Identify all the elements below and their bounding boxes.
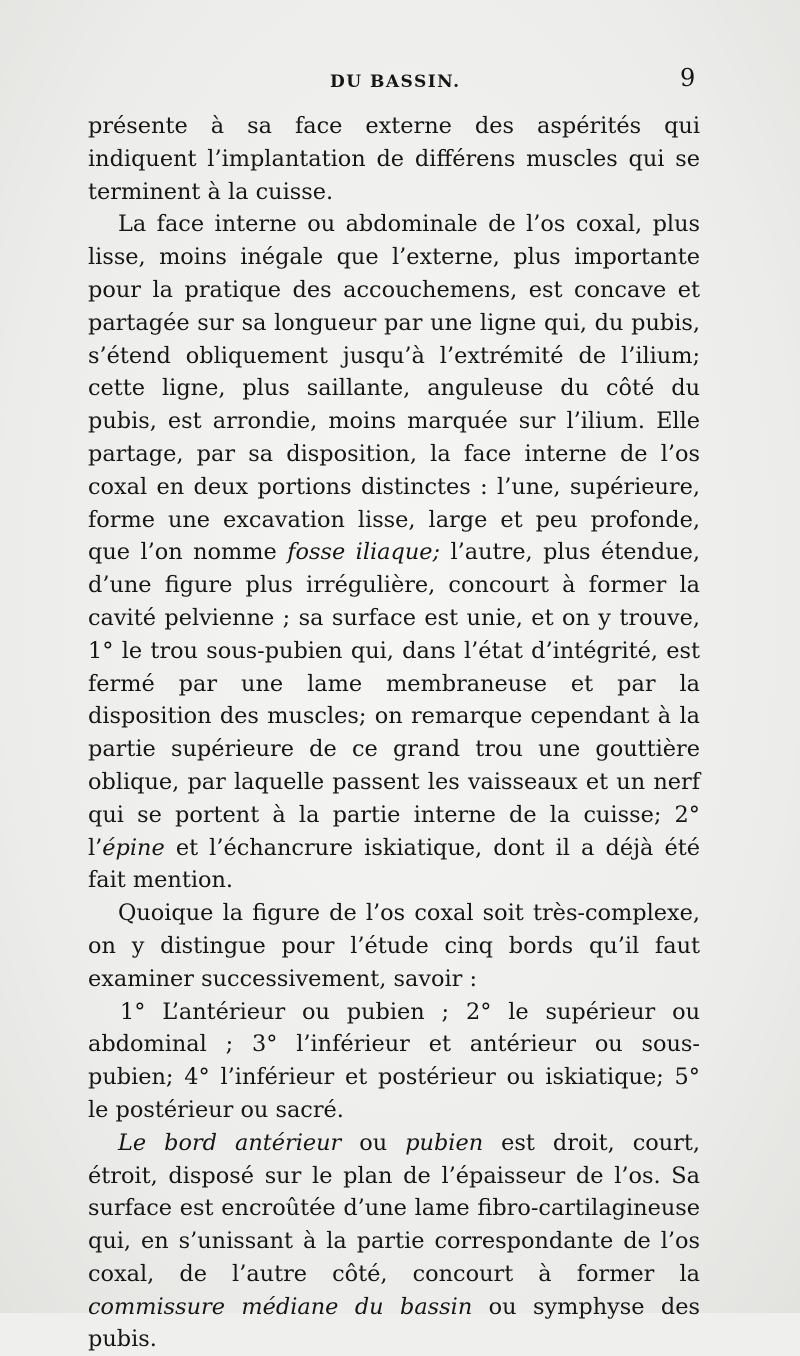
page-number: 9	[680, 64, 696, 92]
text-span: ou symphyse des pubis.	[88, 1293, 700, 1353]
paragraph-1	[88, 110, 700, 208]
italic-term: pubien	[405, 1129, 484, 1156]
text-span: est droit, court, étroit, disposé sur le plan de l’épaisseur de l’os. Sa surface est encroûtée d’une lame fibro-cartilagineuse qui, en s’unissant à la partie correspondante de l’os coxal, de l’autre côté, concourt à former la	[88, 1129, 700, 1287]
text-span: présente à sa face externe des aspérités qui indiquent l’implantation de différens muscles qui se terminent à la cuisse.	[88, 113, 700, 205]
paragraph-4-enumeration	[88, 996, 700, 1127]
body-text	[88, 110, 700, 1356]
text-span: l’autre, plus étendue, d’une figure plus irrégulière, concourt à former la cavité pelvienne ; sa surface est unie, et on y trouve, 1° le trou sous-pubien qui, dans l’état d’intégrité, est fermé par une lame membraneuse et par la disposition des muscles; on remarque cependant à la partie supérieure de ce grand trou une gouttière oblique, par laquelle passent les vaisseaux et un nerf qui se portent à la partie interne de la cuisse; 2° l’	[88, 539, 701, 861]
italic-term: épine	[102, 834, 165, 861]
text-span: 1° L’antérieur ou pubien ; 2° le supérieur ou abdominal ; 3° l’inférieur et antérieur ou sous-pubien; 4° l’inférieur et postérieur ou iskiatique; 5° le postérieur ou sacré.	[88, 998, 700, 1123]
text-span: et l’échancrure iskiatique, dont il a déjà été fait mention.	[88, 834, 700, 894]
italic-term: Le bord antérieur	[118, 1129, 342, 1156]
running-title: DU BASSIN.	[330, 72, 461, 92]
text-span: Quoique la figure de l’os coxal soit très-complexe, on y distingue pour l’étude cinq bords qu’il faut examiner successivement, savoir :	[88, 900, 700, 992]
paragraph-5	[88, 1127, 700, 1356]
italic-term: commissure médiane du bassin	[88, 1293, 473, 1320]
text-span: ou	[341, 1129, 406, 1156]
paragraph-2	[88, 208, 700, 897]
italic-term: fosse iliaque;	[287, 539, 441, 566]
text-span: La face interne ou abdominale de l’os coxal, plus lisse, moins inégale que l’externe, plus importante pour la pratique des accouchemens, est concave et partagée sur sa longueur par une ligne qui, du pubis, s’étend obliquement jusqu’à l’extrémité de l’ilium; cette ligne, plus saillante, anguleuse du côté du pubis, est arrondie, moins marquée sur l’ilium. Elle partage, par sa disposition, la face interne de l’os coxal en deux portions distinctes : l’une, supérieure, forme une excavation lisse, large et peu profonde, que l’on nomme	[88, 211, 700, 566]
paragraph-3	[88, 897, 700, 995]
